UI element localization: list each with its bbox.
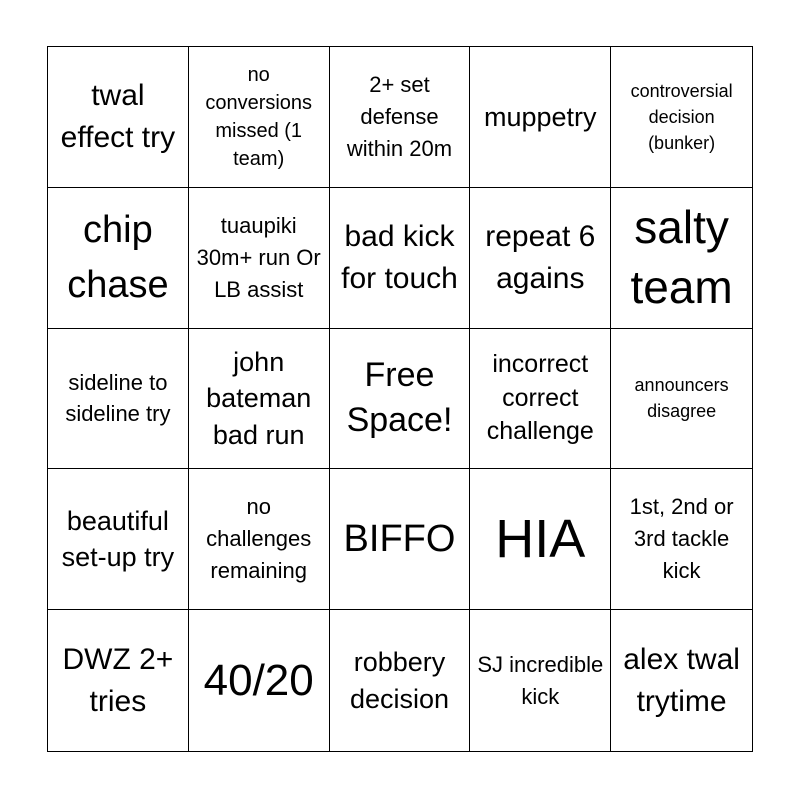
bingo-cell-label: incorrect correct challenge: [486, 349, 594, 446]
bingo-cell-label: 40/20: [203, 655, 314, 705]
bingo-cell[interactable]: [611, 329, 752, 470]
bingo-cell-label: no conversions missed (1 team): [205, 63, 313, 170]
bingo-cell-label: 2+ set defense within 20m: [346, 72, 453, 161]
bingo-cell[interactable]: [48, 47, 189, 188]
bingo-cell[interactable]: [330, 329, 471, 470]
bingo-cell-label: salty team: [630, 200, 733, 313]
bingo-cell[interactable]: [470, 329, 611, 470]
bingo-cell[interactable]: [189, 610, 330, 751]
bingo-cell[interactable]: [611, 610, 752, 751]
bingo-row: [48, 188, 752, 329]
bingo-cell[interactable]: [470, 469, 611, 610]
bingo-cell[interactable]: [48, 188, 189, 329]
bingo-cell-label: BIFFO: [343, 517, 456, 560]
bingo-cell[interactable]: [48, 329, 189, 470]
bingo-cell-label: bad kick for touch: [341, 219, 458, 295]
bingo-cell-label: robbery decision: [349, 647, 450, 714]
bingo-cell-label: twal effect try: [60, 78, 176, 154]
bingo-cell-label: HIA: [495, 509, 586, 570]
bingo-cell[interactable]: [48, 469, 189, 610]
bingo-board: [47, 46, 753, 752]
bingo-row: [48, 329, 752, 470]
bingo-cell-label: DWZ 2+ tries: [62, 642, 174, 718]
bingo-cell[interactable]: [330, 469, 471, 610]
bingo-cell[interactable]: [470, 47, 611, 188]
bingo-cell[interactable]: [330, 47, 471, 188]
bingo-cell[interactable]: [611, 47, 752, 188]
bingo-row: [48, 469, 752, 610]
bingo-cell[interactable]: [470, 610, 611, 751]
bingo-cell-label: beautiful set-up try: [61, 505, 175, 573]
bingo-cell[interactable]: [189, 469, 330, 610]
bingo-cell-label: tuaupiki 30m+ run Or LB assist: [196, 212, 321, 302]
bingo-row: [48, 47, 752, 188]
bingo-cell-label: muppetry: [484, 101, 597, 132]
bingo-cell-label: SJ incredible kick: [477, 651, 604, 709]
bingo-cell-label: repeat 6 agains: [485, 219, 596, 295]
bingo-cell[interactable]: [611, 188, 752, 329]
bingo-cell[interactable]: [189, 329, 330, 470]
bingo-row: [48, 610, 752, 751]
bingo-cell[interactable]: [48, 610, 189, 751]
bingo-cell[interactable]: [330, 188, 471, 329]
bingo-cell-label: announcers disagree: [634, 375, 729, 422]
free-space-label: Free Space!: [346, 355, 453, 440]
bingo-cell-label: alex twal trytime: [623, 642, 740, 718]
bingo-cell[interactable]: [189, 47, 330, 188]
bingo-cell-label: sideline to sideline try: [65, 369, 171, 427]
bingo-cell-label: controversial decision (bunker): [630, 80, 733, 153]
bingo-cell-label: john bateman bad run: [206, 346, 312, 450]
bingo-cell[interactable]: [330, 610, 471, 751]
bingo-cell-label: no challenges remaining: [206, 494, 312, 584]
bingo-cell[interactable]: [611, 469, 752, 610]
bingo-cell[interactable]: [189, 188, 330, 329]
bingo-cell-label: chip chase: [67, 208, 169, 306]
bingo-cell-label: 1st, 2nd or 3rd tackle kick: [629, 494, 734, 584]
bingo-cell[interactable]: [470, 188, 611, 329]
